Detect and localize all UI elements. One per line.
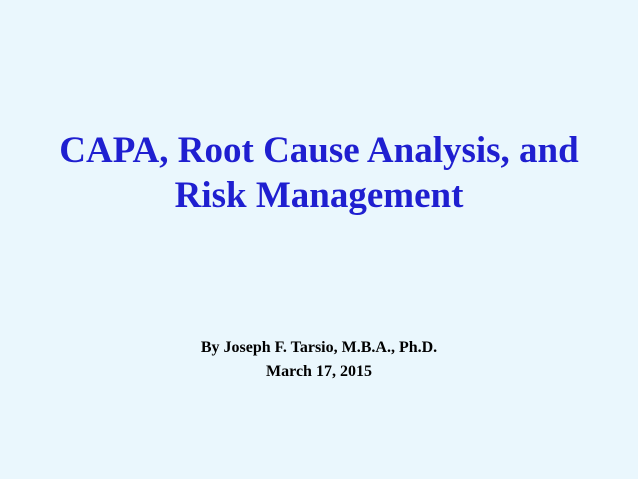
byline [0,336,638,384]
title-line-1: CAPA, Root Cause Analysis, and [59,130,579,171]
date-text: March 17, 2015 [266,363,372,380]
title-line-2: Risk Management [174,175,464,216]
author-text: By Joseph F. Tarsio, M.B.A., Ph.D. [200,339,438,356]
slide-title [0,128,638,218]
